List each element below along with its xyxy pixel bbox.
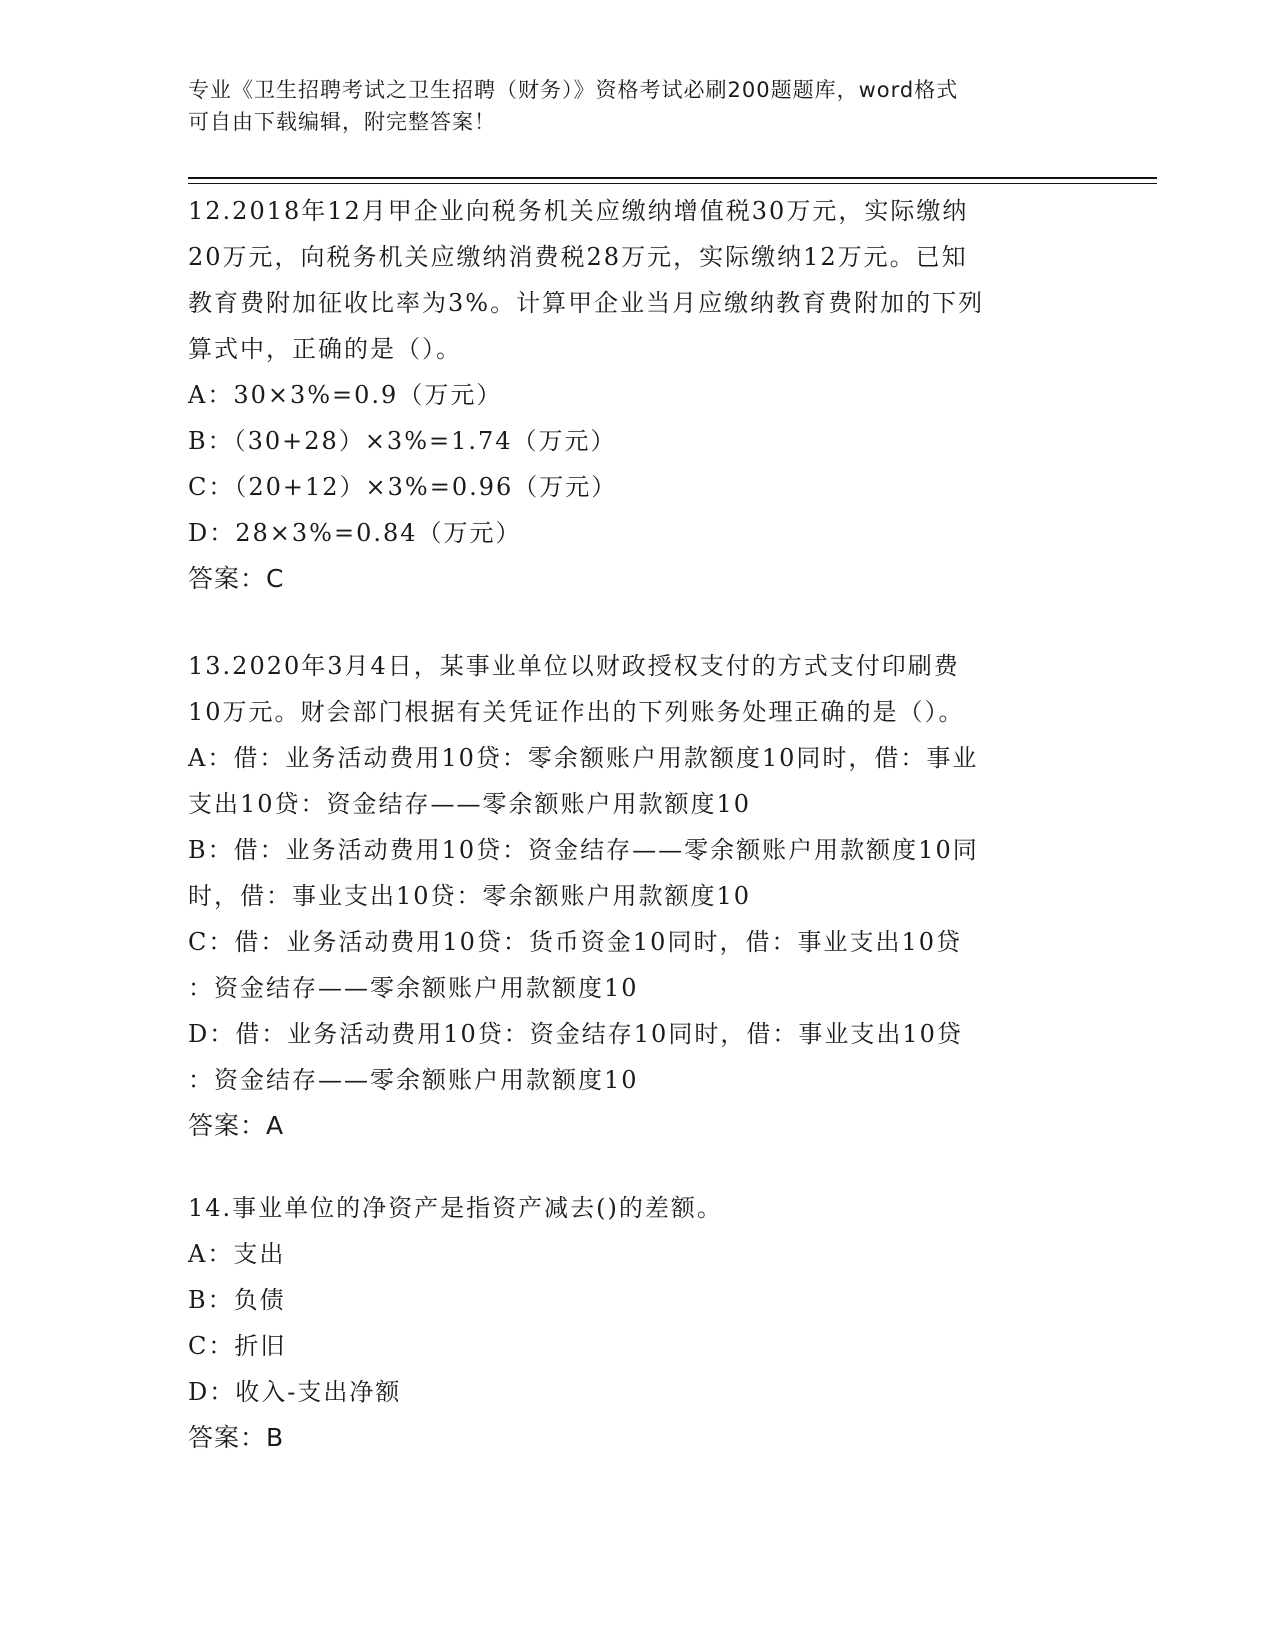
- answer-line: 答案：B: [188, 1423, 285, 1452]
- question-stem-line: 算式中，正确的是（）。: [188, 335, 462, 363]
- option-b: B：负债: [188, 1286, 286, 1314]
- header-line-2: 可自由下载编辑，附完整答案！: [188, 110, 496, 134]
- question-stem-line: 20万元，向税务机关应缴纳消费税28万元，实际缴纳12万元。已知: [188, 243, 968, 271]
- question-14: [188, 1185, 1088, 1461]
- option-c-continued: ：资金结存——零余额账户用款额度10: [188, 974, 639, 1002]
- question-stem-line: 12.2018年12月甲企业向税务机关应缴纳增值税30万元，实际缴纳: [188, 197, 969, 225]
- option-a: A：30×3%=0.9（万元）: [188, 381, 503, 409]
- question-stem-line: 教育费附加征收比率为3%。计算甲企业当月应缴纳教育费附加的下列: [188, 289, 985, 317]
- question-stem-line: 14.事业单位的净资产是指资产减去()的差额。: [188, 1194, 723, 1222]
- header-line-1: 专业《卫生招聘考试之卫生招聘（财务）》资格考试必刷200题题库，word格式: [188, 78, 959, 102]
- question-12: [188, 188, 1088, 602]
- question-stem-line: 13.2020年3月4日，某事业单位以财政授权支付的方式支付印刷费: [188, 652, 960, 680]
- answer-line: 答案：C: [188, 564, 285, 593]
- option-d-continued: ：资金结存——零余额账户用款额度10: [188, 1066, 639, 1094]
- question-stem-line: 10万元。财会部门根据有关凭证作出的下列账务处理正确的是（）。: [188, 698, 965, 726]
- option-c: C：（20+12）×3%=0.96（万元）: [188, 473, 618, 501]
- option-a: A：支出: [188, 1240, 286, 1268]
- header-rule-thin: [188, 183, 1157, 184]
- option-b-continued: 时，借：事业支出10贷：零余额账户用款额度10: [188, 882, 752, 910]
- option-a: A：借：业务活动费用10贷：零余额账户用款额度10同时，借：事业: [188, 744, 979, 772]
- option-a-continued: 支出10贷：资金结存——零余额账户用款额度10: [188, 790, 752, 818]
- option-b: B：（30+28）×3%=1.74（万元）: [188, 427, 617, 455]
- option-c: C：借：业务活动费用10贷：货币资金10同时，借：事业支出10贷: [188, 928, 962, 956]
- option-b: B：借：业务活动费用10贷：资金结存——零余额账户用款额度10同: [188, 836, 979, 864]
- page-header: [188, 74, 1088, 138]
- option-c: C：折旧: [188, 1332, 287, 1360]
- option-d: D：收入-支出净额: [188, 1378, 402, 1406]
- option-d: D：借：业务活动费用10贷：资金结存10同时，借：事业支出10贷: [188, 1020, 963, 1048]
- question-13: [188, 643, 1088, 1149]
- option-d: D：28×3%=0.84（万元）: [188, 519, 522, 547]
- header-rule-thick: [188, 177, 1157, 179]
- answer-line: 答案：A: [188, 1111, 285, 1140]
